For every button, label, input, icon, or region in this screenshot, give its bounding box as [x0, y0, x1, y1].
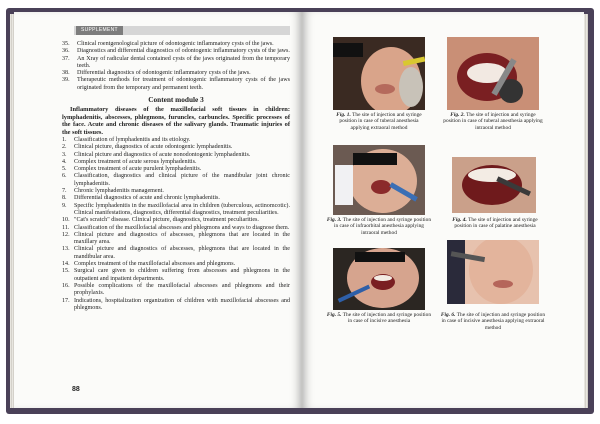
list-item-number: 2.: [62, 144, 67, 151]
list-item-number: 35.: [62, 41, 70, 47]
list-item-number: 1.: [62, 137, 67, 143]
list-item-number: 8.: [62, 195, 67, 202]
list-item-number: 37.: [62, 55, 70, 62]
list-item-text: Complex treatment of acute serous lymphadenitis.: [74, 158, 197, 165]
list-item-text: Clinical picture and diagnostics of abscesses, phlegmons that are located in the maxillary area.: [74, 231, 290, 246]
figure-6-photo: [447, 240, 539, 304]
list-item: [62, 217, 290, 224]
list-item-number: 6.: [62, 173, 67, 180]
list-item-text: Clinical picture and diagnostics of acute nonodontogenic lymphadenitis.: [74, 151, 251, 158]
list-item: [62, 298, 290, 313]
list-item-number: 39.: [62, 77, 70, 84]
list-item-text: Clinical roentgenological picture of odontogenic inflammatory cysts of the jaws.: [77, 41, 274, 47]
figure-4-caption: Fig. 4. The site of injection and syringe position in case of palatine anesthesia: [452, 217, 538, 230]
list-item: [62, 77, 290, 92]
list-item-text: Complex treatment of acute purulent lymphadenitis.: [74, 166, 202, 173]
module-title: Content module 3: [148, 95, 204, 105]
list-item-text: Possible complications of the maxillofacial abscesses and phlegmons and their prophylaxis.: [74, 282, 290, 297]
list-item-text: Chronic lymphadenitis management.: [74, 188, 164, 195]
list-item-number: 10.: [62, 217, 70, 224]
left-page-text: [62, 41, 290, 312]
figure-1-caption: Fig. 1. The site of injection and syringe position in case of tuberal anesthesia applying extraoral method: [336, 112, 422, 131]
list-item-text: Classification of the maxillofacial abscesses and phlegmons and ways to diagnose them.: [74, 224, 290, 231]
figure-5-photo: [333, 248, 425, 310]
list-item-number: 14.: [62, 261, 70, 268]
list-item-number: 12.: [62, 231, 70, 238]
question-list-top: [62, 41, 290, 92]
list-item-text: An Xray of radicular dental contained cysts of the jaws originated from the temporary teeth.: [77, 55, 290, 69]
list-item-number: 36.: [62, 48, 70, 55]
list-item-number: 7.: [62, 188, 67, 195]
list-item: [62, 48, 290, 55]
list-item-text: Specific lymphadenitis in the maxillofacial area in children (tuberculous, actinomcotic). Clinical manifestations, diagnostics, differential diagnostics, treatment peculiarities.: [74, 202, 290, 216]
page-number: 88: [72, 386, 80, 393]
figure-4-photo: [452, 157, 536, 213]
list-item: [62, 144, 290, 151]
figure-2-photo: [447, 37, 539, 110]
list-item: [62, 283, 290, 298]
list-item: [62, 203, 290, 218]
supplement-label: SUPPLEMENT: [76, 26, 123, 35]
list-item: [62, 173, 290, 188]
list-item-number: 38.: [62, 70, 70, 77]
list-item-text: Differential diagnostics of odontogenic inflammatory cysts of the jaws.: [77, 70, 251, 77]
list-item-number: 3.: [62, 151, 67, 158]
module-intro: Inflammatory diseases of the maxillofacial soft tissues in children: lymphadenitis, abscesses, phlegmons, furuncles, carbuncles. Specific processes of the face. Acute and chronic diseases of the salivary glands. Traumatic injuries of the soft tissues.: [62, 106, 290, 136]
list-item-number: 11.: [62, 224, 70, 231]
list-item: [62, 225, 290, 232]
list-item-text: Differential diagnostics of acute and chronic lymphadenitis.: [74, 195, 220, 202]
list-item: [62, 232, 290, 247]
list-item-number: 5.: [62, 166, 67, 173]
list-item-number: 13.: [62, 246, 70, 253]
list-item: [62, 268, 290, 283]
figure-5-caption: Fig. 5. The site of injection and syringe position in case of incisive anesthesia: [326, 312, 432, 325]
list-item-number: 17.: [62, 297, 70, 304]
list-item-text: Diagnostics and differential diagnostics of odontogenic inflammatory cysts of the jaws.: [77, 48, 290, 55]
list-item-text: Surgical care given to children suffering from abscesses and phlegmons in the outpatient and inpatient departments.: [74, 268, 290, 282]
list-item-text: Clinical picture and diagnostics of abscesses, phlegmons that are located in the mandibular area.: [74, 246, 290, 260]
list-item-text: Complex treatment of the maxillofacial abscesses and phlegmons.: [74, 261, 236, 268]
list-item-text: "Cat's scratch" disease. Clinical picture, diagnostics, treatment peculiarities.: [74, 217, 259, 224]
list-item: [62, 195, 290, 202]
list-item-text: Classification, diagnostics and clinical picture of the mandibular joint chronic lymphadenitis.: [74, 173, 290, 187]
figure-1-photo: [333, 37, 425, 110]
figure-2-caption: Fig. 2. The site of injection and syringe position in case of tuberal anesthesia applying intraoral method: [443, 112, 543, 131]
list-item-text: Clinical picture, diagnostics of acute odontogenic lymphadenitis.: [74, 144, 233, 151]
list-item-number: 9.: [62, 202, 67, 209]
list-item-number: 4.: [62, 158, 67, 165]
list-item: [62, 152, 290, 159]
list-item: [62, 246, 290, 261]
list-item-number: 16.: [62, 282, 70, 289]
figure-6-caption: Fig. 6. The site of injection and syringe position in case of incisive anesthesia applying extraoral method: [440, 312, 546, 331]
question-list-main: [62, 137, 290, 312]
list-item: [62, 56, 290, 71]
list-item-text: Classification of lymphadenitis and its etiology.: [74, 137, 191, 143]
list-item-text: Indications, hospitalization organization of children with maxillofacial abscesses and phlegmons.: [74, 297, 290, 311]
figure-3-caption: Fig. 3. The site of injection and syringe position in case of infraorbital anesthesia applying intraoral method: [326, 217, 432, 236]
list-item-text: Therapeutic methods for treatment of odontogenic inflammatory cysts of the jaws originated from the temporary and permanent teeth.: [77, 77, 290, 91]
list-item-number: 15.: [62, 268, 70, 275]
figure-3-photo: [333, 145, 425, 215]
